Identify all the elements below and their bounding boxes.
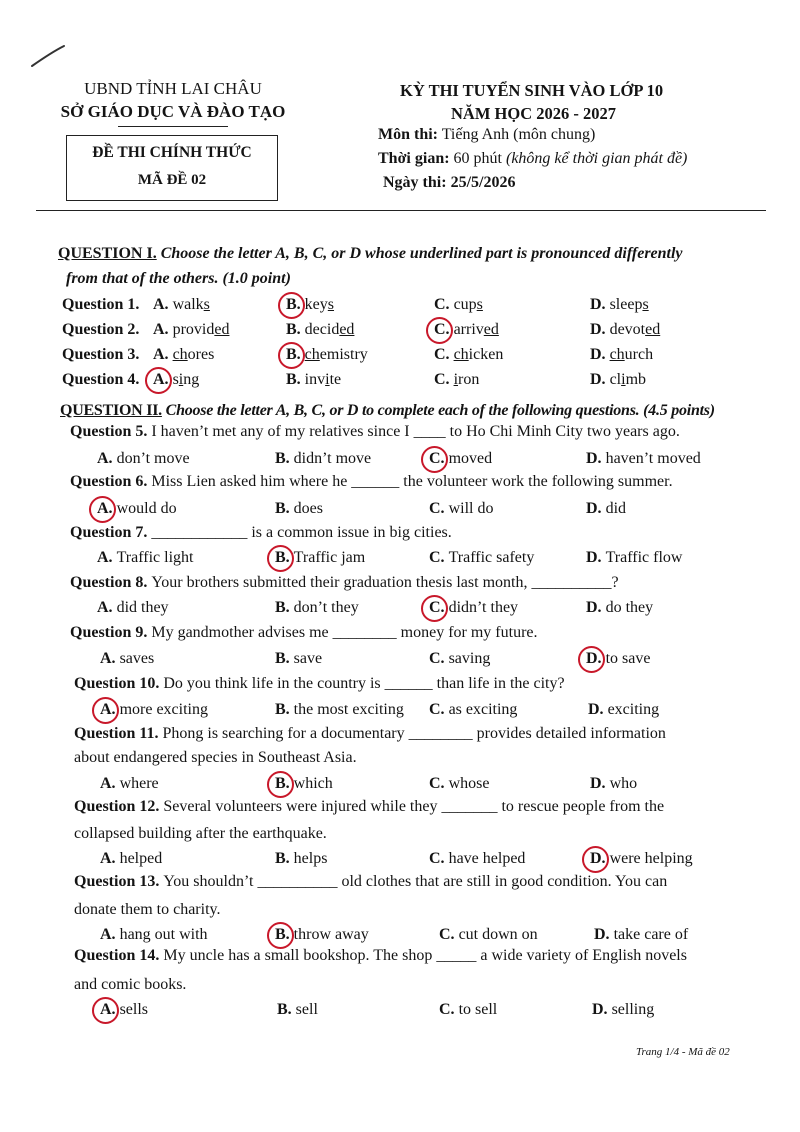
option-letter: B. (286, 321, 305, 338)
answer-option[interactable] (153, 346, 214, 364)
answer-option[interactable] (590, 321, 660, 339)
option-text: Traffic jam (293, 549, 366, 566)
answer-option[interactable] (97, 549, 193, 567)
question-text-cont: about endangered species in Southeast Asia. (74, 749, 357, 766)
answer-option[interactable] (590, 775, 637, 793)
question-label: Question 10. (74, 675, 164, 692)
answer-option[interactable] (275, 775, 333, 793)
option-letter: A. (153, 346, 173, 363)
underlined-sound: i (178, 371, 184, 388)
option-text: the most exciting (293, 701, 404, 718)
answer-option[interactable] (434, 371, 479, 389)
option-text: will do (448, 500, 494, 517)
option-letter: D. (592, 1001, 612, 1018)
option-text: saves (119, 650, 155, 667)
underlined-sound: i (621, 371, 626, 388)
time-line (378, 150, 687, 168)
option-letter: C. (429, 599, 449, 616)
question-stem (74, 725, 666, 743)
answer-option[interactable] (275, 701, 404, 719)
option-letter: D. (590, 321, 610, 338)
option-text: didn’t they (448, 599, 519, 616)
option-letter: A. (100, 1001, 120, 1018)
option-text: to sell (458, 1001, 498, 1018)
option-letter: D. (590, 346, 610, 363)
official-exam-box (66, 135, 278, 201)
exam-title: KỲ THI TUYỂN SINH VÀO LỚP 10 (400, 81, 664, 100)
option-letter: B. (275, 926, 294, 943)
option-text: were helping (609, 850, 693, 867)
option-text: exciting (607, 701, 660, 718)
option-text: sells (119, 1001, 149, 1018)
option-text: didn’t move (293, 450, 372, 467)
question-label: Question 8. (70, 574, 152, 591)
answer-option[interactable] (100, 1001, 148, 1019)
question-text: You shouldn’t __________ old clothes that are still in good condition. You can (163, 873, 668, 890)
question-text-cont: donate them to charity. (74, 901, 221, 918)
school-year: NĂM HỌC 2026 - 2027 (451, 104, 616, 123)
answer-option[interactable] (286, 296, 334, 314)
answer-option[interactable] (434, 296, 483, 314)
answer-option[interactable] (275, 650, 322, 668)
underlined-sound: i (325, 371, 330, 388)
underlined-sound: s (203, 296, 210, 313)
option-text: throw away (293, 926, 369, 943)
option-text: cl (609, 371, 622, 388)
option-text: selling (611, 1001, 655, 1018)
option-letter: D. (590, 850, 610, 867)
option-text: Traffic safety (448, 549, 535, 566)
option-text: key (304, 296, 328, 313)
underlined-sound: i (453, 371, 459, 388)
option-letter: B. (275, 599, 294, 616)
option-text: don’t move (116, 450, 190, 467)
answer-option[interactable] (434, 346, 503, 364)
underlined-sound: ed (339, 321, 355, 338)
department-name: SỞ GIÁO DỤC VÀ ĐÀO TẠO (60, 102, 286, 121)
issuing-authority (48, 78, 298, 127)
option-text: decid (304, 321, 340, 338)
header-divider (36, 210, 766, 211)
option-text: do they (605, 599, 654, 616)
option-text: te (329, 371, 342, 388)
option-text: saving (448, 650, 491, 667)
option-text: did they (116, 599, 169, 616)
answer-option[interactable] (286, 321, 354, 339)
option-text: urch (624, 346, 654, 363)
answer-option[interactable] (429, 599, 518, 617)
question-stem (70, 473, 673, 491)
option-text: icken (468, 346, 504, 363)
question-stem (74, 947, 687, 965)
answer-option[interactable] (275, 450, 371, 468)
option-text: moved (448, 450, 493, 467)
header-left-underline (118, 126, 228, 127)
underlined-sound: ch (304, 346, 320, 363)
option-letter: A. (153, 296, 173, 313)
option-text: take care of (613, 926, 689, 943)
question-stem (70, 524, 452, 542)
option-text: ron (458, 371, 480, 388)
question-text: Your brothers submitted their graduation thesis last month, __________? (151, 574, 619, 591)
question-text: Do you think life in the country is ______ than life in the city? (163, 675, 565, 692)
option-letter: A. (100, 926, 120, 943)
option-letter: B. (275, 450, 294, 467)
option-letter: C. (439, 1001, 459, 1018)
question-text: My uncle has a small bookshop. The shop _____ a wide variety of English novels (163, 947, 687, 964)
underlined-sound: s (327, 296, 335, 313)
option-letter: D. (594, 926, 614, 943)
question-label: Question 11. (74, 725, 163, 742)
question-label: Question 1. (62, 296, 140, 313)
option-letter: B. (286, 346, 305, 363)
answer-option[interactable] (586, 599, 653, 617)
answer-option[interactable] (153, 296, 210, 314)
option-text: helps (293, 850, 328, 867)
option-text: walk (172, 296, 204, 313)
option-letter: D. (590, 775, 610, 792)
answer-option[interactable] (429, 775, 489, 793)
underlined-sound: ed (483, 321, 499, 338)
answer-option[interactable] (100, 926, 208, 944)
option-text: helped (119, 850, 163, 867)
option-letter: A. (100, 650, 120, 667)
option-letter: B. (275, 549, 294, 566)
answer-option[interactable] (277, 1001, 318, 1019)
answer-option[interactable] (439, 926, 538, 944)
option-letter: C. (429, 450, 449, 467)
time-note: (không kể thời gian phát đề) (506, 150, 688, 167)
answer-option[interactable] (429, 549, 534, 567)
answer-option[interactable] (100, 650, 154, 668)
answer-option[interactable] (100, 701, 208, 719)
option-text: have helped (448, 850, 526, 867)
option-letter: C. (429, 850, 449, 867)
question-label: Question 2. (62, 321, 140, 338)
answer-option[interactable] (429, 650, 490, 668)
option-text: haven’t moved (605, 450, 701, 467)
answer-option[interactable] (100, 775, 159, 793)
option-text: inv (304, 371, 326, 388)
subject-line (378, 126, 595, 144)
option-letter: C. (429, 500, 449, 517)
time-value: 60 phút (453, 150, 502, 167)
question-text: I haven’t met any of my relatives since I ____ to Ho Chi Minh City two years ago. (151, 423, 680, 440)
option-text: does (293, 500, 323, 517)
answer-option[interactable] (275, 599, 359, 617)
answer-option[interactable] (588, 701, 659, 719)
official-exam-label: ĐỀ THI CHÍNH THỨC (92, 144, 252, 161)
section1-heading-line2 (66, 270, 291, 288)
answer-option[interactable] (275, 500, 323, 518)
date-line (383, 174, 515, 192)
answer-option[interactable] (429, 450, 492, 468)
option-letter: C. (439, 926, 459, 943)
option-letter: B. (275, 701, 294, 718)
question-label: Question 9. (70, 624, 152, 641)
page-footer: Trang 1/4 - Mã đề 02 (636, 1046, 730, 1058)
option-letter: B. (275, 850, 294, 867)
option-text: sleep (609, 296, 643, 313)
underlined-sound: s (642, 296, 649, 313)
answer-option[interactable] (275, 549, 365, 567)
option-text: where (119, 775, 159, 792)
option-text: cut down on (458, 926, 538, 943)
option-letter: C. (434, 346, 454, 363)
option-text: arriv (453, 321, 484, 338)
subject-label: Môn thi: (378, 126, 438, 143)
option-text: who (609, 775, 638, 792)
answer-option[interactable] (592, 1001, 654, 1019)
answer-option[interactable] (275, 850, 327, 868)
question-label: Question 14. (74, 947, 164, 964)
section2-title: QUESTION II. (60, 402, 162, 419)
option-text: don’t they (293, 599, 359, 616)
option-letter: D. (590, 296, 610, 313)
option-letter: A. (97, 549, 117, 566)
option-letter: C. (429, 701, 449, 718)
option-letter: A. (153, 371, 173, 388)
question-label: Question 3. (62, 346, 140, 363)
date-value: 25/5/2026 (450, 174, 516, 191)
question-text-cont: collapsed building after the earthquake. (74, 825, 327, 842)
answer-option[interactable] (590, 850, 693, 868)
section1-instruction-cont: from that of the others. (1.0 point) (66, 270, 291, 287)
option-letter: D. (588, 701, 608, 718)
option-text: s (172, 371, 179, 388)
option-letter: D. (590, 371, 610, 388)
province-committee: UBND TỈNH LAI CHÂU (84, 79, 262, 98)
question-text: Miss Lien asked him where he ______ the volunteer work the following summer. (151, 473, 673, 490)
question-stem (74, 675, 565, 693)
option-text: as exciting (448, 701, 518, 718)
option-text: Traffic light (116, 549, 194, 566)
time-label: Thời gian: (378, 150, 450, 167)
option-text: more exciting (119, 701, 208, 718)
question-text: ____________ is a common issue in big cities. (151, 524, 452, 541)
answer-option[interactable] (586, 650, 650, 668)
option-text: ng (183, 371, 200, 388)
underlined-sound: ch (172, 346, 188, 363)
subject-value: Tiếng Anh (môn chung) (441, 126, 596, 143)
section1-instruction: Choose the letter A, B, C, or D whose underlined part is pronounced differently (160, 245, 683, 262)
option-text: sell (295, 1001, 318, 1018)
answer-option[interactable] (590, 346, 653, 364)
answer-option[interactable] (434, 321, 499, 339)
question-text: Phong is searching for a documentary ________ provides detailed information (162, 725, 666, 742)
question-label: Question 7. (70, 524, 152, 541)
answer-option[interactable] (594, 926, 688, 944)
option-letter: C. (429, 775, 449, 792)
answer-option[interactable] (275, 926, 369, 944)
option-letter: A. (100, 850, 120, 867)
option-letter: A. (153, 321, 173, 338)
answer-option[interactable] (586, 549, 682, 567)
answer-option[interactable] (429, 500, 493, 518)
section2-instruction: Choose the letter A, B, C, or D to complete each of the following questions. (4.5 points) (165, 402, 715, 419)
option-letter: B. (277, 1001, 296, 1018)
option-text: would do (116, 500, 177, 517)
option-text: which (293, 775, 333, 792)
answer-option[interactable] (286, 346, 368, 364)
option-letter: C. (429, 549, 449, 566)
option-letter: C. (434, 296, 454, 313)
answer-option[interactable] (439, 1001, 497, 1019)
underlined-sound: ed (214, 321, 230, 338)
answer-option[interactable] (586, 500, 626, 518)
answer-option[interactable] (286, 371, 341, 389)
option-letter: B. (286, 296, 305, 313)
question-label: Question 12. (74, 798, 164, 815)
question-text: Several volunteers were injured while they _______ to rescue people from the (163, 798, 665, 815)
option-letter: D. (586, 549, 606, 566)
underlined-sound: ch (453, 346, 469, 363)
question-label: Question 5. (70, 423, 152, 440)
section2-heading (60, 402, 715, 420)
date-label: Ngày thi: (383, 174, 447, 191)
question-stem (70, 574, 619, 592)
option-letter: D. (586, 500, 606, 517)
question-stem (70, 423, 680, 441)
underlined-sound: ed (645, 321, 661, 338)
option-letter: A. (97, 599, 117, 616)
answer-option[interactable] (153, 371, 199, 389)
option-letter: B. (286, 371, 305, 388)
answer-option[interactable] (429, 701, 517, 719)
answer-option[interactable] (97, 500, 177, 518)
option-text: hang out with (119, 926, 208, 943)
question-label: Question 4. (62, 371, 140, 388)
answer-option[interactable] (590, 371, 646, 389)
option-letter: B. (275, 775, 294, 792)
section1-title: QUESTION I. (58, 245, 157, 262)
option-text: did (605, 500, 627, 517)
option-letter: C. (429, 650, 449, 667)
option-text: provid (172, 321, 215, 338)
option-letter: B. (275, 500, 294, 517)
section1-heading (58, 245, 683, 263)
question-text-cont: and comic books. (74, 976, 187, 993)
option-text: Traffic flow (605, 549, 683, 566)
option-letter: A. (97, 500, 117, 517)
question-label: Question 6. (70, 473, 152, 490)
option-letter: D. (586, 650, 606, 667)
answer-option[interactable] (586, 450, 701, 468)
answer-option[interactable] (97, 599, 169, 617)
answer-option[interactable] (153, 321, 229, 339)
option-text: ores (187, 346, 215, 363)
underlined-sound: ch (609, 346, 625, 363)
answer-option[interactable] (100, 850, 162, 868)
option-text: mb (625, 371, 647, 388)
option-letter: A. (97, 450, 117, 467)
pen-stroke-mark (30, 44, 70, 72)
question-stem (74, 798, 664, 816)
option-letter: C. (434, 321, 454, 338)
option-letter: B. (275, 650, 294, 667)
option-text: emistry (319, 346, 368, 363)
question-stem (74, 873, 667, 891)
option-letter: D. (586, 450, 606, 467)
option-letter: C. (434, 371, 454, 388)
question-text: My gandmother advises me ________ money for my future. (151, 624, 538, 641)
exam-code: MÃ ĐỀ 02 (137, 172, 207, 188)
question-stem (70, 624, 538, 642)
option-text: devot (609, 321, 646, 338)
answer-option[interactable] (429, 850, 525, 868)
underlined-sound: s (476, 296, 483, 313)
question-label: Question 13. (74, 873, 164, 890)
option-letter: A. (100, 775, 120, 792)
option-text: to save (605, 650, 651, 667)
option-text: save (293, 650, 323, 667)
option-text: cup (453, 296, 477, 313)
option-letter: A. (100, 701, 120, 718)
answer-option[interactable] (97, 450, 190, 468)
option-text: whose (448, 775, 490, 792)
answer-option[interactable] (590, 296, 649, 314)
option-letter: D. (586, 599, 606, 616)
